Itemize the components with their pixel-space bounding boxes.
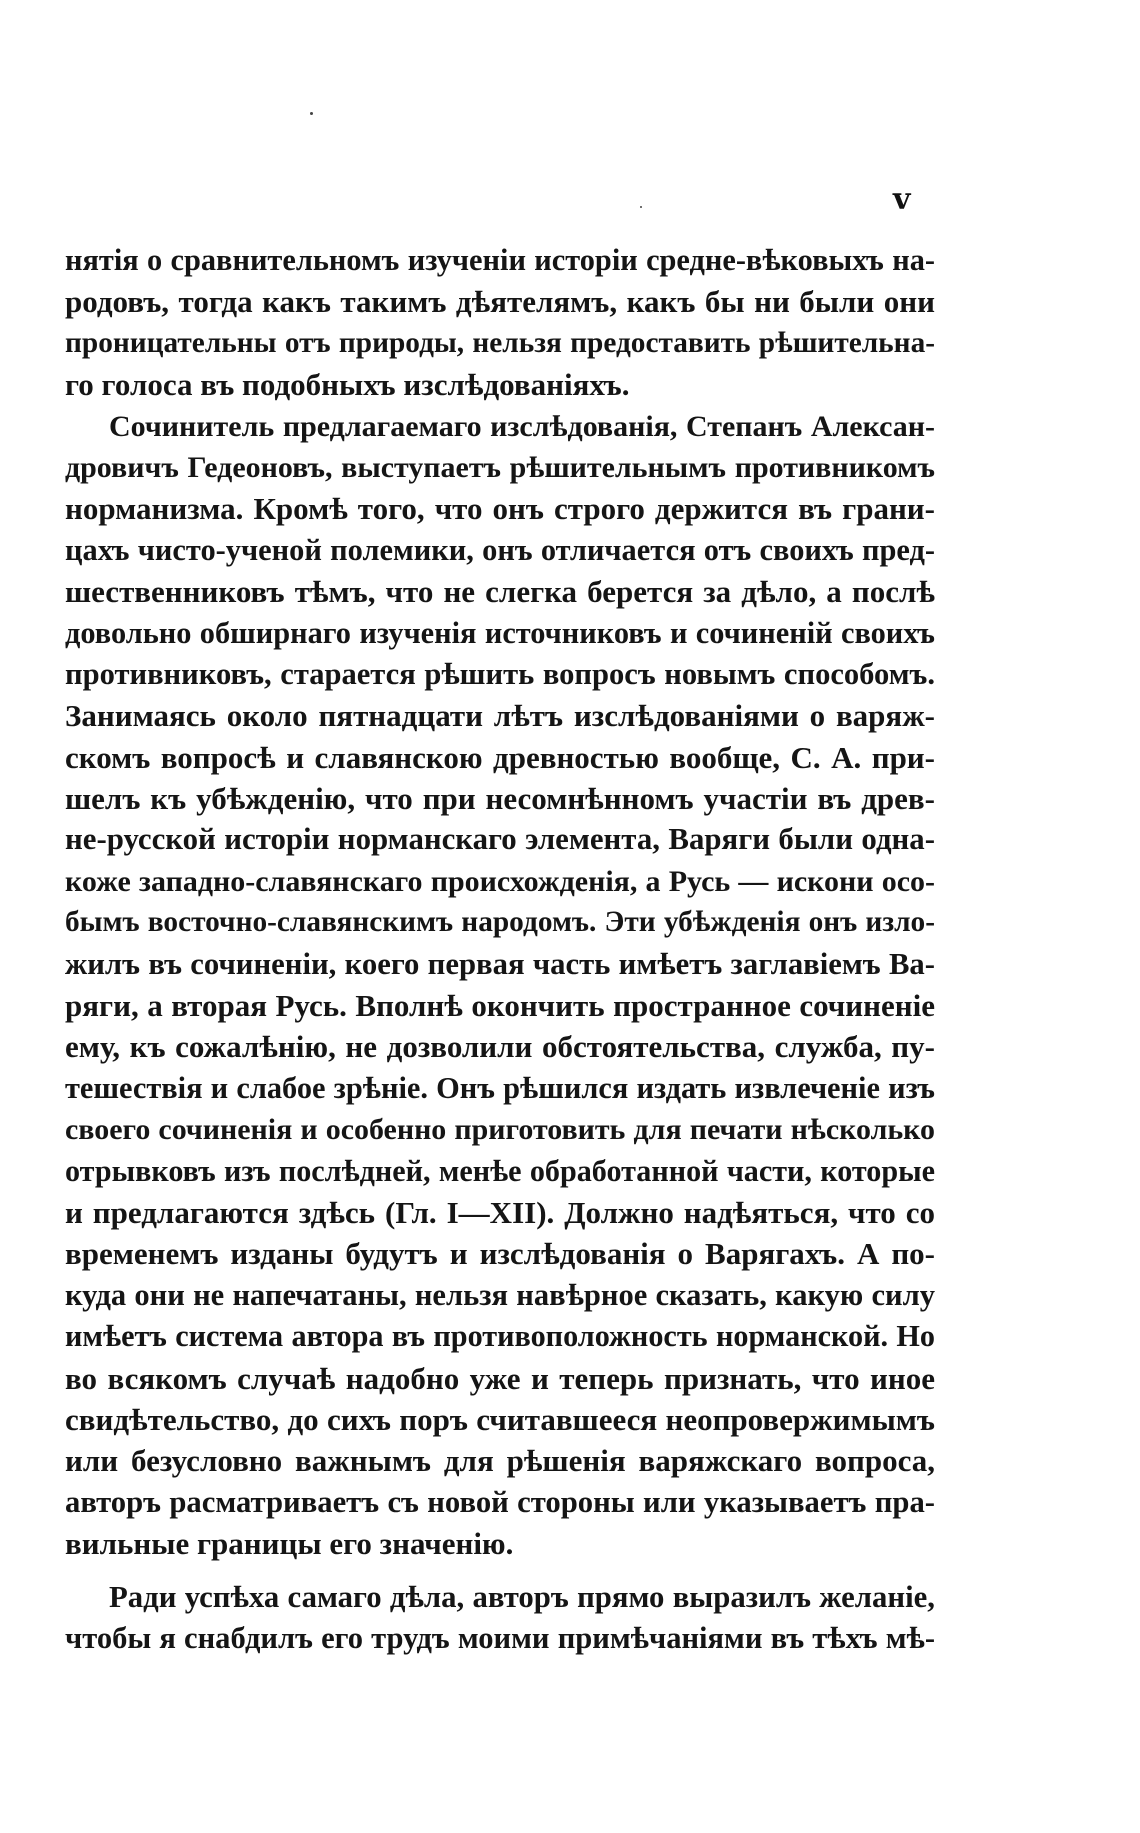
text-line: шелъ къ убѣжденію, что при несомнѣнномъ участіи въ древ- (65, 781, 935, 817)
text-line: коже западно-славянскаго происхожденія, а Русь — искони осо- (65, 864, 935, 898)
text-line: ему, къ сожалѣнію, не дозволили обстоятельства, служба, пу- (65, 1029, 935, 1065)
text-line: временемъ изданы будутъ и изслѣдованія о Варягахъ. А по- (65, 1236, 935, 1272)
text-line: отрывковъ изъ послѣдней, менѣе обработанной части, которые (65, 1153, 935, 1188)
text-line: шественниковъ тѣмъ, что не слегка берется за дѣло, а послѣ (65, 574, 935, 610)
text-line: жилъ въ сочиненіи, коего первая часть имѣетъ заглавіемъ Ва- (65, 946, 935, 981)
text-line: бымъ восточно-славянскимъ народомъ. Эти убѣжденія онъ изло- (65, 906, 935, 939)
text-line: вильные границы его значенію. (65, 1526, 514, 1562)
paper-speck (310, 112, 313, 115)
text-line: и предлагаются здѣсь (Гл. I—XII). Должно надѣяться, что со (65, 1194, 935, 1230)
text-line: родовъ, тогда какъ такимъ дѣятелямъ, какъ бы ни были они (65, 284, 935, 320)
text-line: противниковъ, старается рѣшить вопросъ новымъ способомъ. (65, 656, 935, 691)
text-line: проницательны отъ природы, нельзя предоставить рѣшительна- (65, 326, 935, 359)
text-line: тешествія и слабое зрѣніе. Онъ рѣшился издать извлеченіе изъ (65, 1070, 935, 1105)
text-line: Занимаясь около пятнадцати лѣтъ изслѣдованіями о варяж- (65, 698, 935, 734)
body-text (65, 240, 935, 1659)
text-line: довольно обширнаго изученія источниковъ и сочиненій своихъ (65, 615, 935, 650)
text-line: ряги, а вторая Русь. Вполнѣ окончить пространное сочиненіе (65, 988, 935, 1024)
text-line: го голоса въ подобныхъ изслѣдованіяхъ. (65, 367, 630, 403)
text-line: чтобы я снабдилъ его трудъ моими примѣчаніями въ тѣхъ мѣ- (65, 1620, 935, 1655)
text-line: дровичъ Гедеоновъ, выступаетъ рѣшительнымъ противникомъ (65, 450, 935, 484)
page-number: v (893, 182, 911, 217)
text-line: нятія о сравнительномъ изученіи исторіи средне-вѣковыхъ на- (65, 243, 935, 277)
paper-speck (640, 206, 642, 208)
text-line: куда они не напечатаны, нельзя навѣрное сказать, какую силу (65, 1277, 935, 1312)
text-line: свидѣтельство, до сихъ поръ считавшееся неопровержимымъ (65, 1401, 935, 1437)
text-line: авторъ расматриваетъ съ новой стороны или указываетъ пра- (65, 1484, 935, 1519)
text-line: во всякомъ случаѣ надобно уже и теперь признать, что иное (65, 1360, 935, 1396)
text-line: цахъ чисто-ученой полемики, онъ отличается отъ своихъ пред- (65, 532, 935, 567)
text-line: не-русской исторіи норманскаго элемента, Варяги были одна- (65, 822, 935, 857)
text-line: Сочинитель предлагаемаго изслѣдованія, Степанъ Алексан- (109, 409, 935, 443)
text-line: скомъ вопросѣ и славянскою древностью вообще, С. А. при- (65, 739, 935, 775)
text-line: норманизма. Кромѣ того, что онъ строго держится въ грани- (65, 491, 935, 527)
text-line: Ради успѣха самаго дѣла, авторъ прямо выразилъ желаніе, (109, 1579, 935, 1614)
text-line: или безусловно важнымъ для рѣшенія варяжскаго вопроса, (65, 1443, 935, 1479)
text-line: имѣетъ система автора въ противоположность норманской. Но (65, 1319, 935, 1354)
text-line: своего сочиненія и особенно приготовить для печати нѣсколько (65, 1113, 935, 1147)
